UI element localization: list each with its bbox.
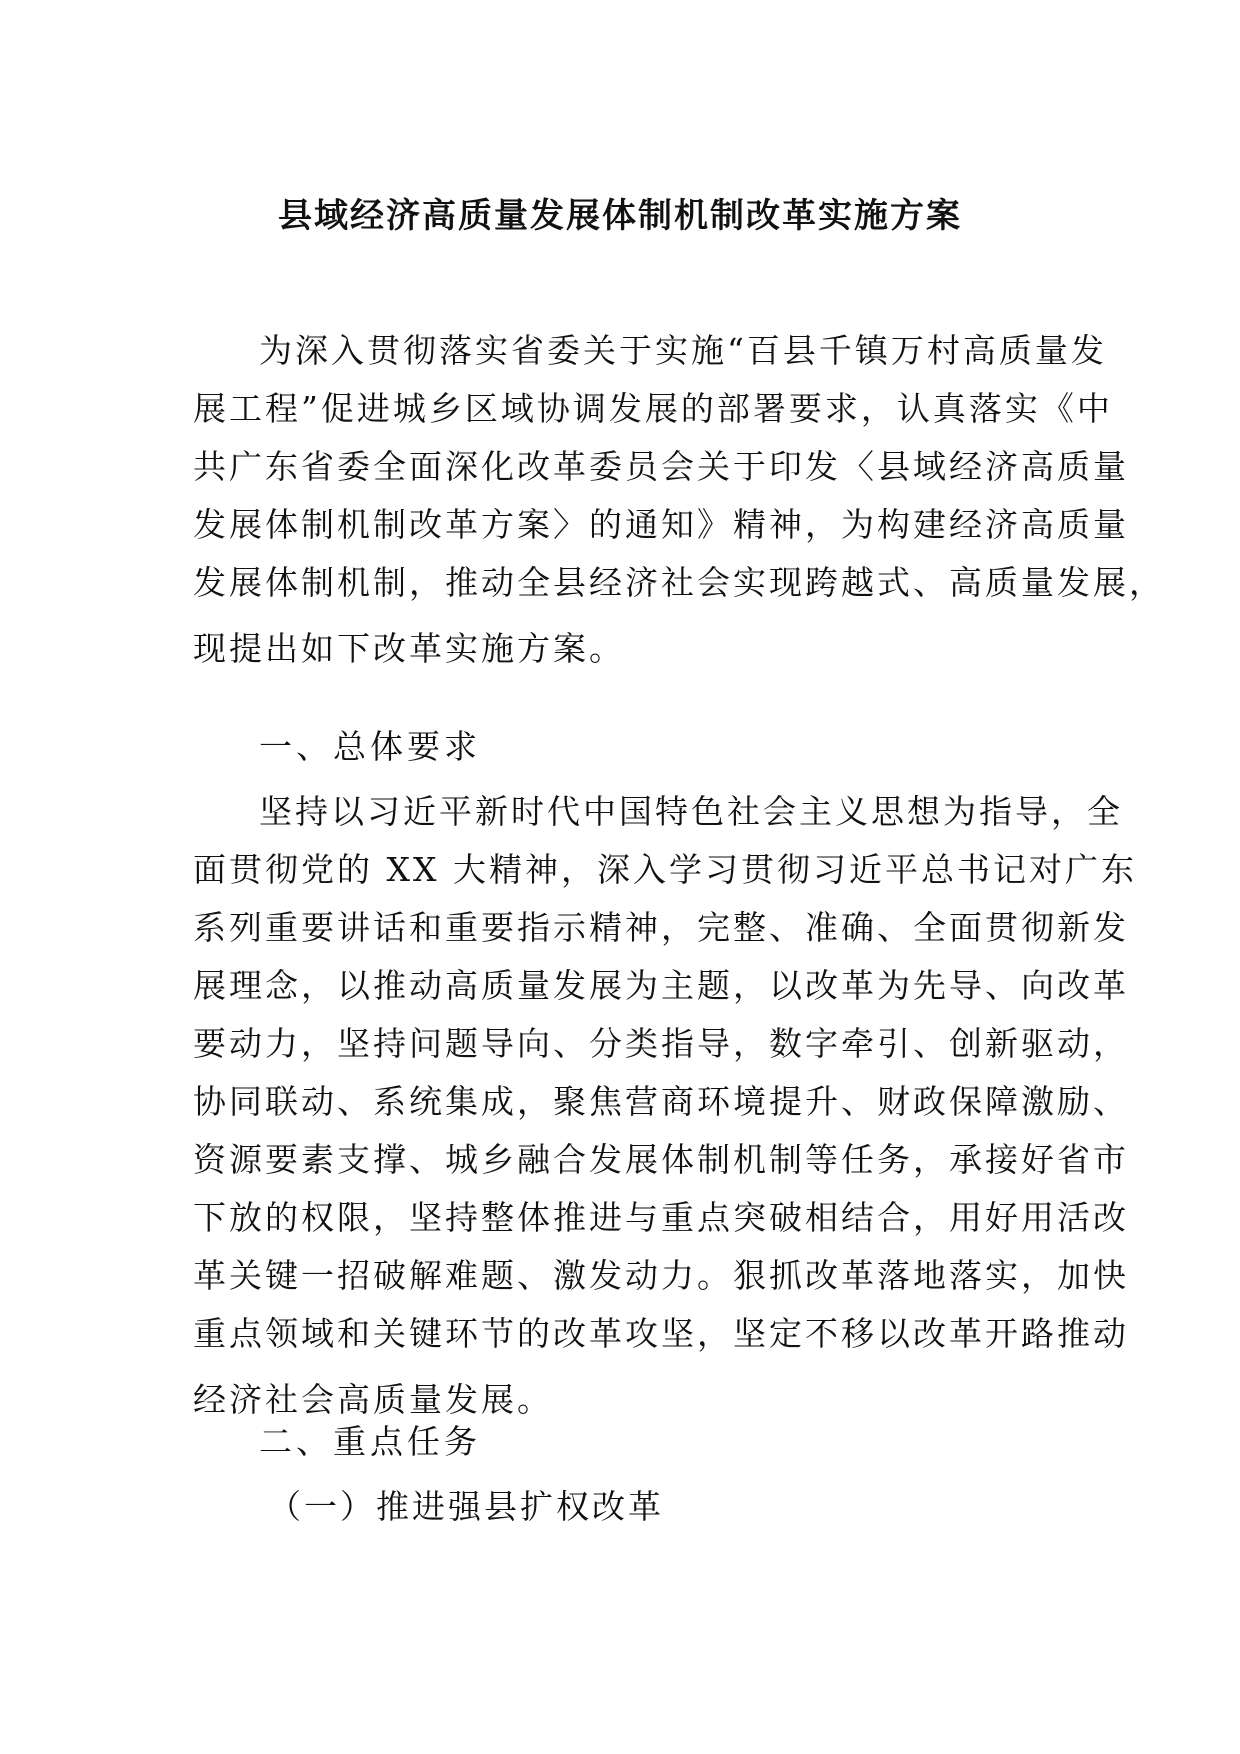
intro-line: 共广东省委全面深化改革委员会关于印发〈县域经济高质量 <box>193 447 1129 486</box>
paragraph-line: 坚持以习近平新时代中国特色社会主义思想为指导，全 <box>259 792 1123 831</box>
general-requirements-paragraph <box>193 783 1137 1429</box>
paragraph-line: 展理念，以推动高质量发展为主题，以改革为先导、向改革 <box>193 966 1129 1005</box>
paragraph-line: 下放的权限，坚持整体推进与重点突破相结合，用好用活改 <box>193 1198 1129 1237</box>
paragraph-line: 经济社会高质量发展。 <box>193 1380 553 1419</box>
intro-line: 发展体制机制，推动全县经济社会实现跨越式、高质量发展， <box>193 563 1165 602</box>
paragraph-line: 系列重要讲话和重要指示精神，完整、准确、全面贯彻新发 <box>193 908 1129 947</box>
paragraph-line: 资源要素支撑、城乡融合发展体制机制等任务，承接好省市 <box>193 1140 1129 1179</box>
subsection-heading-county-empowerment: （一）推进强县扩权改革 <box>268 1487 664 1526</box>
paragraph-line: 重点领域和关键环节的改革攻坚，坚定不移以改革开路推动 <box>193 1314 1129 1353</box>
document-title: 县域经济高质量发展体制机制改革实施方案 <box>278 196 962 236</box>
paragraph-line: 革关键一招破解难题、激发动力。狠抓改革落地落实，加快 <box>193 1256 1129 1295</box>
section-heading-key-tasks: 二、重点任务 <box>259 1422 481 1461</box>
intro-line: 现提出如下改革实施方案。 <box>193 629 625 668</box>
paragraph-line: 要动力，坚持问题导向、分类指导，数字牵引、创新驱动， <box>193 1024 1129 1063</box>
paragraph-line: 面贯彻党的 XX 大精神，深入学习贯彻习近平总书记对广东 <box>193 850 1137 889</box>
intro-line: 发展体制机制改革方案〉的通知》精神，为构建经济高质量 <box>193 505 1129 544</box>
intro-line: 为深入贯彻落实省委关于实施“百县千镇万村高质量发 <box>259 331 1107 370</box>
paragraph-line: 协同联动、系统集成，聚焦营商环境提升、财政保障激励、 <box>193 1082 1129 1121</box>
intro-line: 展工程”促进城乡区域协调发展的部署要求，认真落实《中 <box>193 389 1113 428</box>
intro-paragraph <box>193 322 1165 678</box>
section-heading-general-requirements: 一、总体要求 <box>259 727 481 766</box>
